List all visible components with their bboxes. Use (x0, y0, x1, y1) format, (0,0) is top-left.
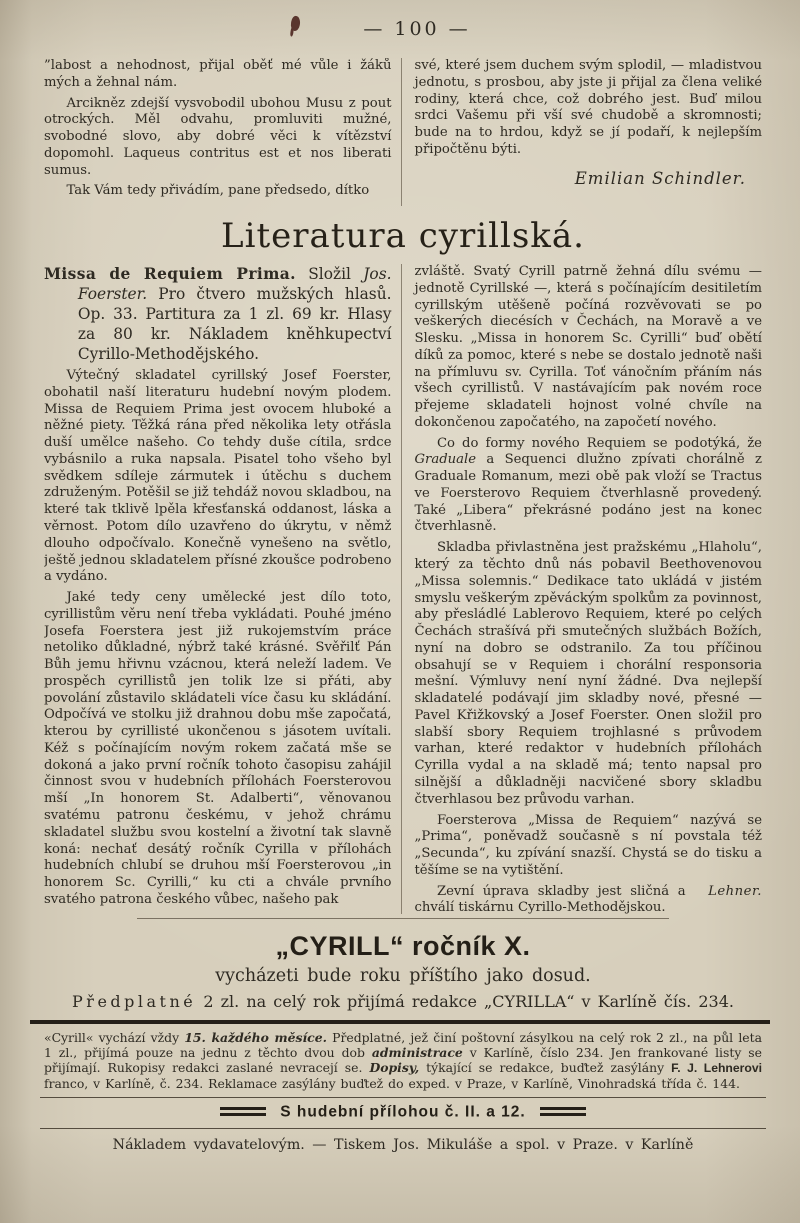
announcement-subscription-line (44, 992, 762, 1011)
work-title-bold: Missa de Requiem Prima. (44, 265, 296, 283)
supplement-line (44, 1102, 762, 1122)
intro-right-column (402, 58, 763, 206)
paragraph-5-text: Zevní úprava skladby jest sličná a chválí tiskárnu Cyrillo-Methodějskou. (414, 883, 686, 914)
article-heading: Literatura cyrillská. (221, 216, 585, 256)
work-title-entry (44, 264, 392, 364)
imprint-seg-9: franco, v Karlíně, č. 234. Reklamace zasýlány buďtež do exped. v Praze, v Karlíně, Vinohradská třída č. 144. (44, 1076, 740, 1092)
article-right-paragraph-4: Foersterova „Missa de Requiem“ nazývá se „Prima“, poněvadž současně s ní povstala též „Secunda“, ku zpívání snazší. Chystá se do tisku a těšíme se na vytištění. (414, 812, 762, 878)
imprint-seg-7: týkající se redakce, buďtež zasýlány (419, 1060, 672, 1076)
imprint-seg-2: 15. každého měsíce. (184, 1030, 327, 1045)
intro-left-paragraph-1: ”labost a nehodnost, přijal oběť mé vůle i žáků mých a žehnal nám. (44, 58, 392, 90)
subscription-word: Předplatné (72, 992, 197, 1011)
supplement-text: S hudební přílohou č. II. a 12. (280, 1103, 526, 1121)
intro-section (44, 58, 762, 206)
article-section (44, 264, 762, 914)
thin-divider-rule (40, 1128, 766, 1129)
intro-left-paragraph-3: Tak Vám tedy přivádím, pane předsedo, dítko (66, 183, 370, 199)
imprint-seg-5: v Karlíně, číslo 234. Jen frankované listy se přijímají. Rukopisy redakci zaslané nevracejí se. (44, 1045, 762, 1076)
section-divider-rule (137, 918, 668, 919)
article-signature: Lehner. (708, 883, 762, 899)
article-right-paragraph-1: zvláště. Svatý Cyrill patrně žehná dílu svému — jednotě Cyrillské —, která s počínajícím desitiletím cyrillským utěšeně počíná rozvěvovati se po veškerých diecésích v Čechách, na Moravě a ve Slesku. „Missa in honorem Sc. Cyrilli“ buď obětí díků za pomoc, které s nebe se dostalo jednotě naši na přímluvu sv. Cyrilla. Toť vánočním přáním nás všech cyrillistů. V nastávajícím pak novém roce přejeme skladateli hojnost volné chvíle na dokončenou započatého, na započetí nového. (414, 264, 762, 430)
thick-divider-bar (30, 1020, 770, 1024)
work-title-normal-2: Pro čtvero mužských hlasů. Op. 33. Partitura za 1 zl. 69 kr. Hlasy za 80 kr. Nákladem kněhkupectví Cyrillo-Methodějského. (77, 285, 392, 364)
imprint-paragraph (44, 1030, 762, 1091)
intro-left-paragraph-2: Arcikněz zdejší vysvobodil ubohou Musu z pout otrockých. Měl odvahu, promluviti mužné, svobodné slovo, aby dobré věci k vítězství dopomohl. Laqueus contritus est et nos liberati sumus. (44, 95, 392, 178)
intro-right-paragraph-1: své, které jsem duchem svým splodil, — mladistvou jednotu, s prosbou, aby jste ji přijal za člena veliké rodiny, která chce, což dobrého jest. Buď milou srdci Vašemu při vší své chudobě a skromnosti; bude na to hrdou, když se jí podaří, k nejlepším připočtěnu býti. (414, 58, 762, 157)
imprint-seg-1: «Cyrill« vychází vždy (44, 1030, 185, 1045)
subscription-rest: 2 zl. na celý rok přijímá redakce „CYRILLA“ v Karlíně čís. 234. (196, 992, 734, 1011)
announcement-subtitle: vycházeti bude roku příštího jako dosud. (215, 966, 591, 986)
work-title-normal-1: Složil (295, 265, 364, 283)
article-right-paragraph-3: Skladba přivlastněna jest pražskému „Hlaholu“, který za těchto dnů nás pobavil Beethovenovou „Missa solemnis.“ Dedikace tato ukládá v jistém smyslu veškerým zpěváckým spolkům za povinnost, aby přesládlé Lablerovo Requiem, které po celých Čechách strašívá při smutečných službách Božích, nyní na dobro se odstranilo. Za tou příčinou obsahují se v Requiem i chorální responsoria mešní. Výmluvy není nyní žádné. Dva nejlepší skladatelé podávají jim skladby nové, přesné — Pavel Křižkovský a Josef Foerster. Onen složil pro slabší sbory Requiem trojhlasné s průvodem varhan, které redaktor v hudebních přílohách Cyrilla vydal a na skladě má; tento napsal pro silnější a důkladněji nacvičené sbory skladbu čtverhlasou bez průvodu varhan. (414, 540, 762, 807)
thin-divider-rule (40, 1097, 766, 1098)
article-right-paragraph-5 (415, 884, 763, 914)
imprint-seg-3: Předplatné, jež činí poštovní zásylkou na celý rok 2 zl., na půl leta 1 zl., přijímá pouze na jednu z těchto dvou dob (44, 1030, 762, 1061)
intro-signature: Emilian Schindler. (574, 168, 746, 188)
imprint-seg-4: administrace (371, 1045, 463, 1061)
announcement-section (44, 931, 762, 1011)
work-title-author: Jos. Foerster. (77, 265, 392, 304)
paragraph-2-pre: Co do formy nového Requiem se podotýká, že (436, 435, 762, 451)
imprint-seg-6: Dopisy, (369, 1060, 420, 1076)
article-right-column (402, 264, 763, 914)
announcement-title: „CYRILL“ ročník X. (275, 931, 531, 961)
double-bar-icon (540, 1107, 586, 1116)
paragraph-2-post: a Sequenci dlužno zpívati chorálně z Graduale Romanum, mezi obě pak vloží se Tractus ve Foersterovo Requiem čtverhlasně provedený. Také „Libera“ překrásné podáno jest na konec čtverhlasně. (414, 452, 762, 535)
paragraph-2-italic: Graduale (414, 452, 477, 468)
publisher-footer: Nákladem vydavatelovým. — Tiskem Jos. Mikuláše a spol. v Praze. v Karlíně (112, 1136, 694, 1153)
page-number: — 100 — (363, 18, 471, 40)
article-left-column (44, 264, 401, 914)
article-left-paragraph-1: Výtečný skladatel cyrillský Josef Foerster, obohatil naší literaturu hudební novým plodem. Missa de Requiem Prima jest ovocem hluboké a něžné piety. Těžká rána před několika lety otřásla duší umělce našeho. Co tehdy duše cítila, srdce vybásnilo a ruka napsala. Pisatel toho všeho byl svědkem sdíleje zármutek i útěchu s duchem združeným. Potěšil se již tehdáž novou skladbou, na které tak tklivě lpěla křesťanská oddanost, láska a věrnost. Potom dílo uzavřeno do úkrytu, v němž dlouho odpočívalo. Konečně vynešeno na světlo, ještě jednou skladatelem přísné zkoušce podrobeno a vydáno. (44, 368, 392, 585)
double-bar-icon (220, 1107, 266, 1116)
intro-left-column (44, 58, 401, 206)
article-left-paragraph-2: Jaké tedy ceny umělecké jest dílo toto, cyrillistům věru není třeba vykládati. Pouhé jméno Josefa Foerstera jest již rukojemstvím práce netoliko důkladné, nýbrž také krásné. Svěřilť Pán Bůh jemu hřivnu vzácnou, která neleží ladem. Ve prospěch cyrillistů jen tolik lze si přáti, aby povolání zůstavilo skládateli více času ku skládání. Odpočívá ve stolku již drahnou dobu mše započatá, kterou by cyrillisté ukončenou s jásotem uvítali. Kéž s počínajícím novým rokem začatá mše se dokoná a jako první ročník tohoto časopisu zahájil činnost svou v hudebních přílohách Foersterovou mší „In honorem St. Adalberti“, věnovanou svatému patronu českému, v jehož chrámu skladatel službu svou kostelní a životní tak slavně koná: nechať desátý ročník Cyrilla v přílohách hudebních chlubí se druhou mší Foersterovou „in honorem Sc. Cyrilli,“ ku cti a chvále prvního svatého patrona českého vůbec, našeho pak (44, 590, 392, 907)
article-right-paragraph-2 (415, 436, 763, 537)
imprint-seg-8: F. J. Lehnerovi (671, 1061, 762, 1076)
